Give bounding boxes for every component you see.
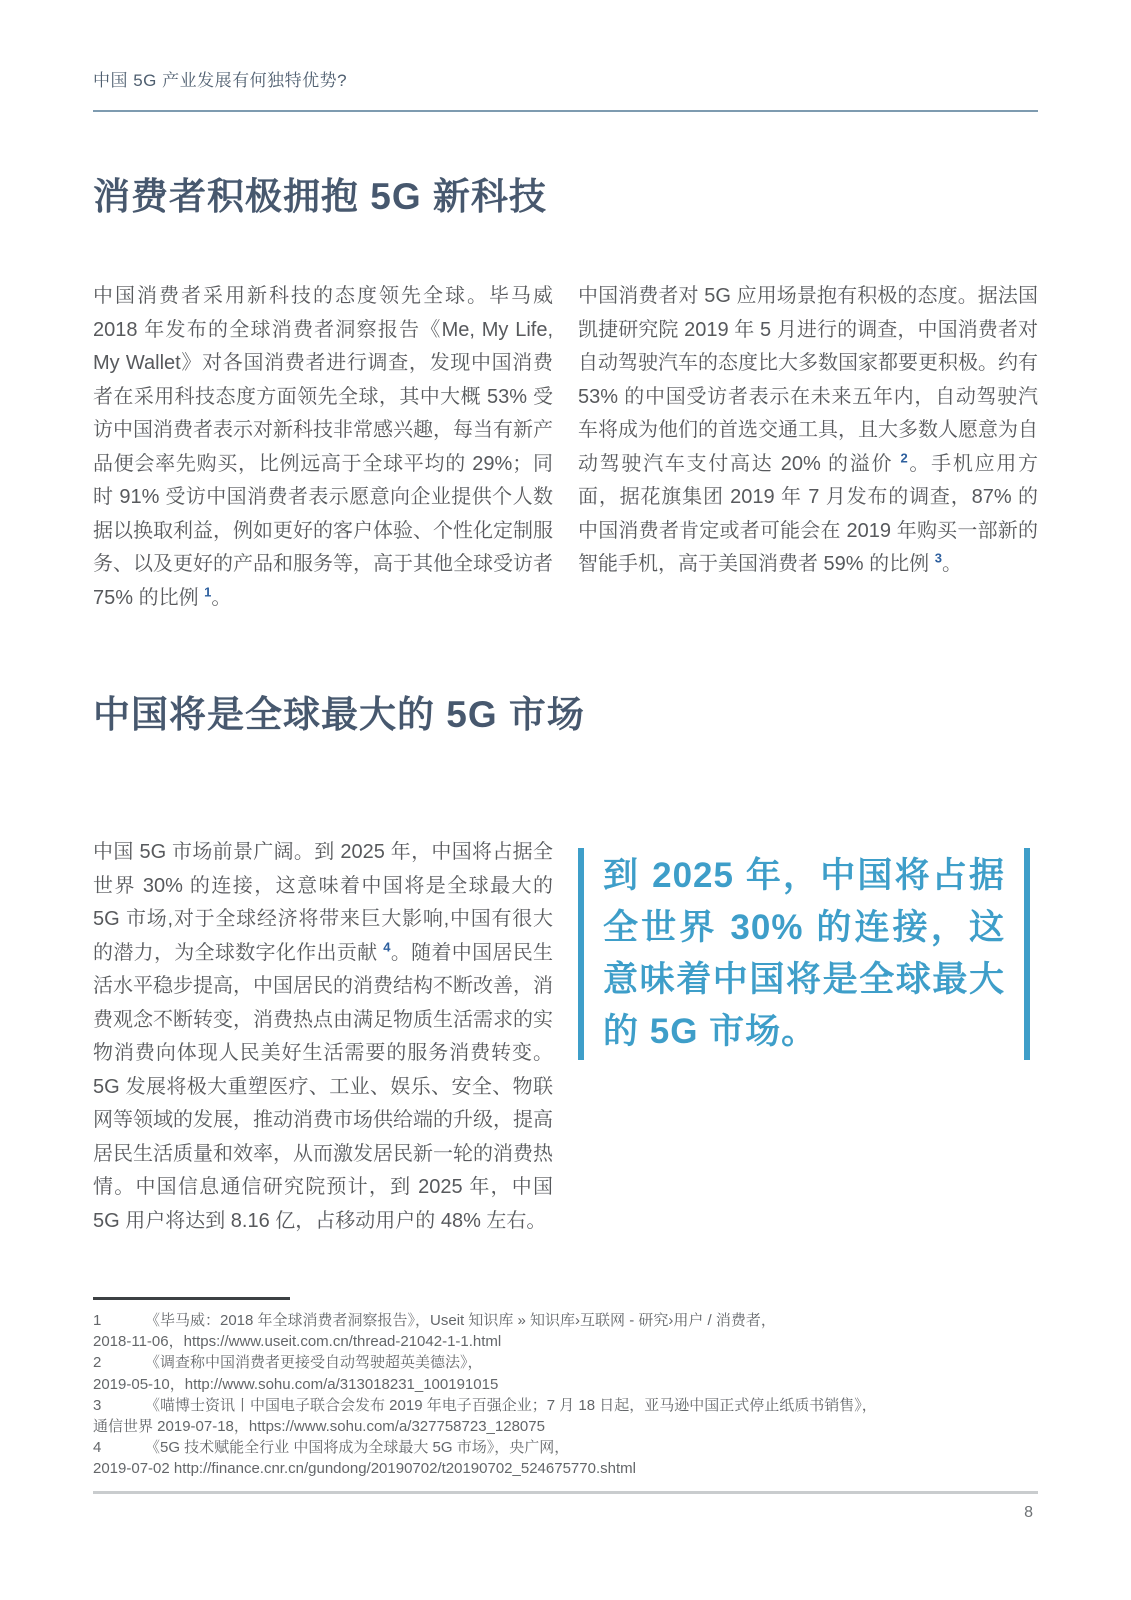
footnote-line	[93, 1395, 1043, 1416]
paragraph-consumer-new-tech	[93, 280, 553, 615]
paragraph-text: 中国消费者采用新科技的态度领先全球。毕马威 2018 年发布的全球消费者洞察报告《Me, My Life, My Wallet》对各国消费者进行调查，发现中国消费者在采用科技态度方面领先全球，其中大概 53% 受访中国消费者表示对新科技非常感兴趣，每当有新产品便会率先购买，比例远高于全球平均的 29%；同时 91% 受访中国消费者表示愿意向企业提供个人数据以换取利益，例如更好的客户体验、个性化定制服务、以及更好的产品和服务等，高于其他全球受访者 75% 的比例	[93, 285, 553, 609]
section-2-heading: 中国将是全球最大的 5G 市场	[93, 694, 585, 735]
footnote-text: 《5G 技术赋能全行业 中国将成为全球最大 5G 市场》，央广网，	[145, 1439, 570, 1457]
footnote-line-continuation: 2019-07-02 http://finance.cnr.cn/gundong/20190702/t20190702_524675770.shtml	[93, 1460, 636, 1478]
running-head: 中国 5G 产业发展有何独特优势?	[93, 71, 348, 90]
footer-divider	[93, 1491, 1038, 1494]
footnote-line-continuation: 2018-11-06，https://www.useit.com.cn/thread-21042-1-1.html	[93, 1333, 502, 1351]
section-2-body	[93, 836, 1038, 1238]
pull-quote: 到 2025 年，中国将占据全世界 30% 的连接，这意味着中国将是全球最大的 5G 市场。	[578, 848, 1030, 1060]
section-1-body	[93, 280, 1038, 615]
footnote-number: 3	[93, 1396, 102, 1414]
section-1-heading: 消费者积极拥抱 5G 新科技	[93, 176, 547, 217]
paragraph-5g-scenarios	[578, 280, 1038, 615]
paragraph-text: 。手机应用方面，据花旗集团 2019 年 7 月发布的调查，87% 的中国消费者肯定或者可能会在 2019 年购买一部新的智能手机，高于美国消费者 59% 的比例	[578, 452, 1039, 575]
footnote-ref-4: 4	[383, 938, 391, 954]
footnote-line-continuation: 2019-05-10，http://www.sohu.com/a/313018231_100191015	[93, 1375, 499, 1393]
header-divider	[93, 110, 1038, 112]
footnote-number: 1	[93, 1312, 102, 1329]
footnote-line-continuation: 通信世界 2019-07-18，https://www.sohu.com/a/327758723_128075	[93, 1418, 545, 1436]
footnotes	[93, 1310, 1043, 1480]
paragraph-text: 。随着中国居民生活水平稳步提高，中国居民的消费结构不断改善，消费观念不断转变，消费热点由满足物质生活需求的实物消费向体现人民美好生活需要的服务消费转变。5G 发展将极大重塑医疗、工业、娱乐、安全、物联网等领域的发展，推动消费市场供给端的升级，提高居民生活质量和效率，从而激发居民新一轮的消费热情。中国信息通信研究院预计，到 2025 年，中国 5G 用户将达到 8.16 亿，占移动用户的 48% 左右。	[93, 941, 554, 1232]
footnote-line	[93, 1437, 1043, 1458]
footnote-number: 2	[93, 1354, 102, 1372]
page-number: 8	[1024, 1504, 1033, 1521]
footnote-ref-1: 1	[204, 583, 212, 599]
paragraph-text: 中国 5G 市场前景广阔。到 2025 年，中国将占据全世界 30% 的连接，这意味着中国将是全球最大的 5G 市场,对于全球经济将带来巨大影响,中国有很大的潜力，为全球数字化作出贡献	[93, 841, 553, 964]
footnote-text: 《调查称中国消费者更接受自动驾驶超英美德法》，	[145, 1354, 483, 1372]
paragraph-text: 。	[211, 586, 232, 609]
footnote-number: 4	[93, 1439, 102, 1457]
footnote-text: 《喵博士资讯丨中国电子联合会发布 2019 年电子百强企业；7 月 18 日起，亚马逊中国正式停止纸质书销售》，	[145, 1396, 877, 1414]
paragraph-5g-market	[93, 836, 553, 1238]
footnote-text: 《毕马威：2018 年全球消费者洞察报告》，Useit 知识库 » 知识库›互联网 - 研究›用户 / 消费者，	[145, 1312, 776, 1329]
footnote-divider	[93, 1297, 290, 1300]
paragraph-text: 。	[941, 553, 962, 575]
paragraph-text: 中国消费者对 5G 应用场景抱有积极的态度。据法国凯捷研究院 2019 年 5 月进行的调查，中国消费者对自动驾驶汽车的态度比大多数国家都要更积极。约有 53% 的中国受访者表示在未来五年内，自动驾驶汽车将成为他们的首选交通工具，且大多数人愿意为自动驾驶汽车支付高达 20% 的溢价	[578, 285, 1038, 475]
footnote-ref-3: 3	[934, 550, 942, 566]
footnote-line	[93, 1352, 1043, 1373]
footnote-line	[93, 1310, 1043, 1331]
footnote-ref-2: 2	[900, 449, 908, 465]
